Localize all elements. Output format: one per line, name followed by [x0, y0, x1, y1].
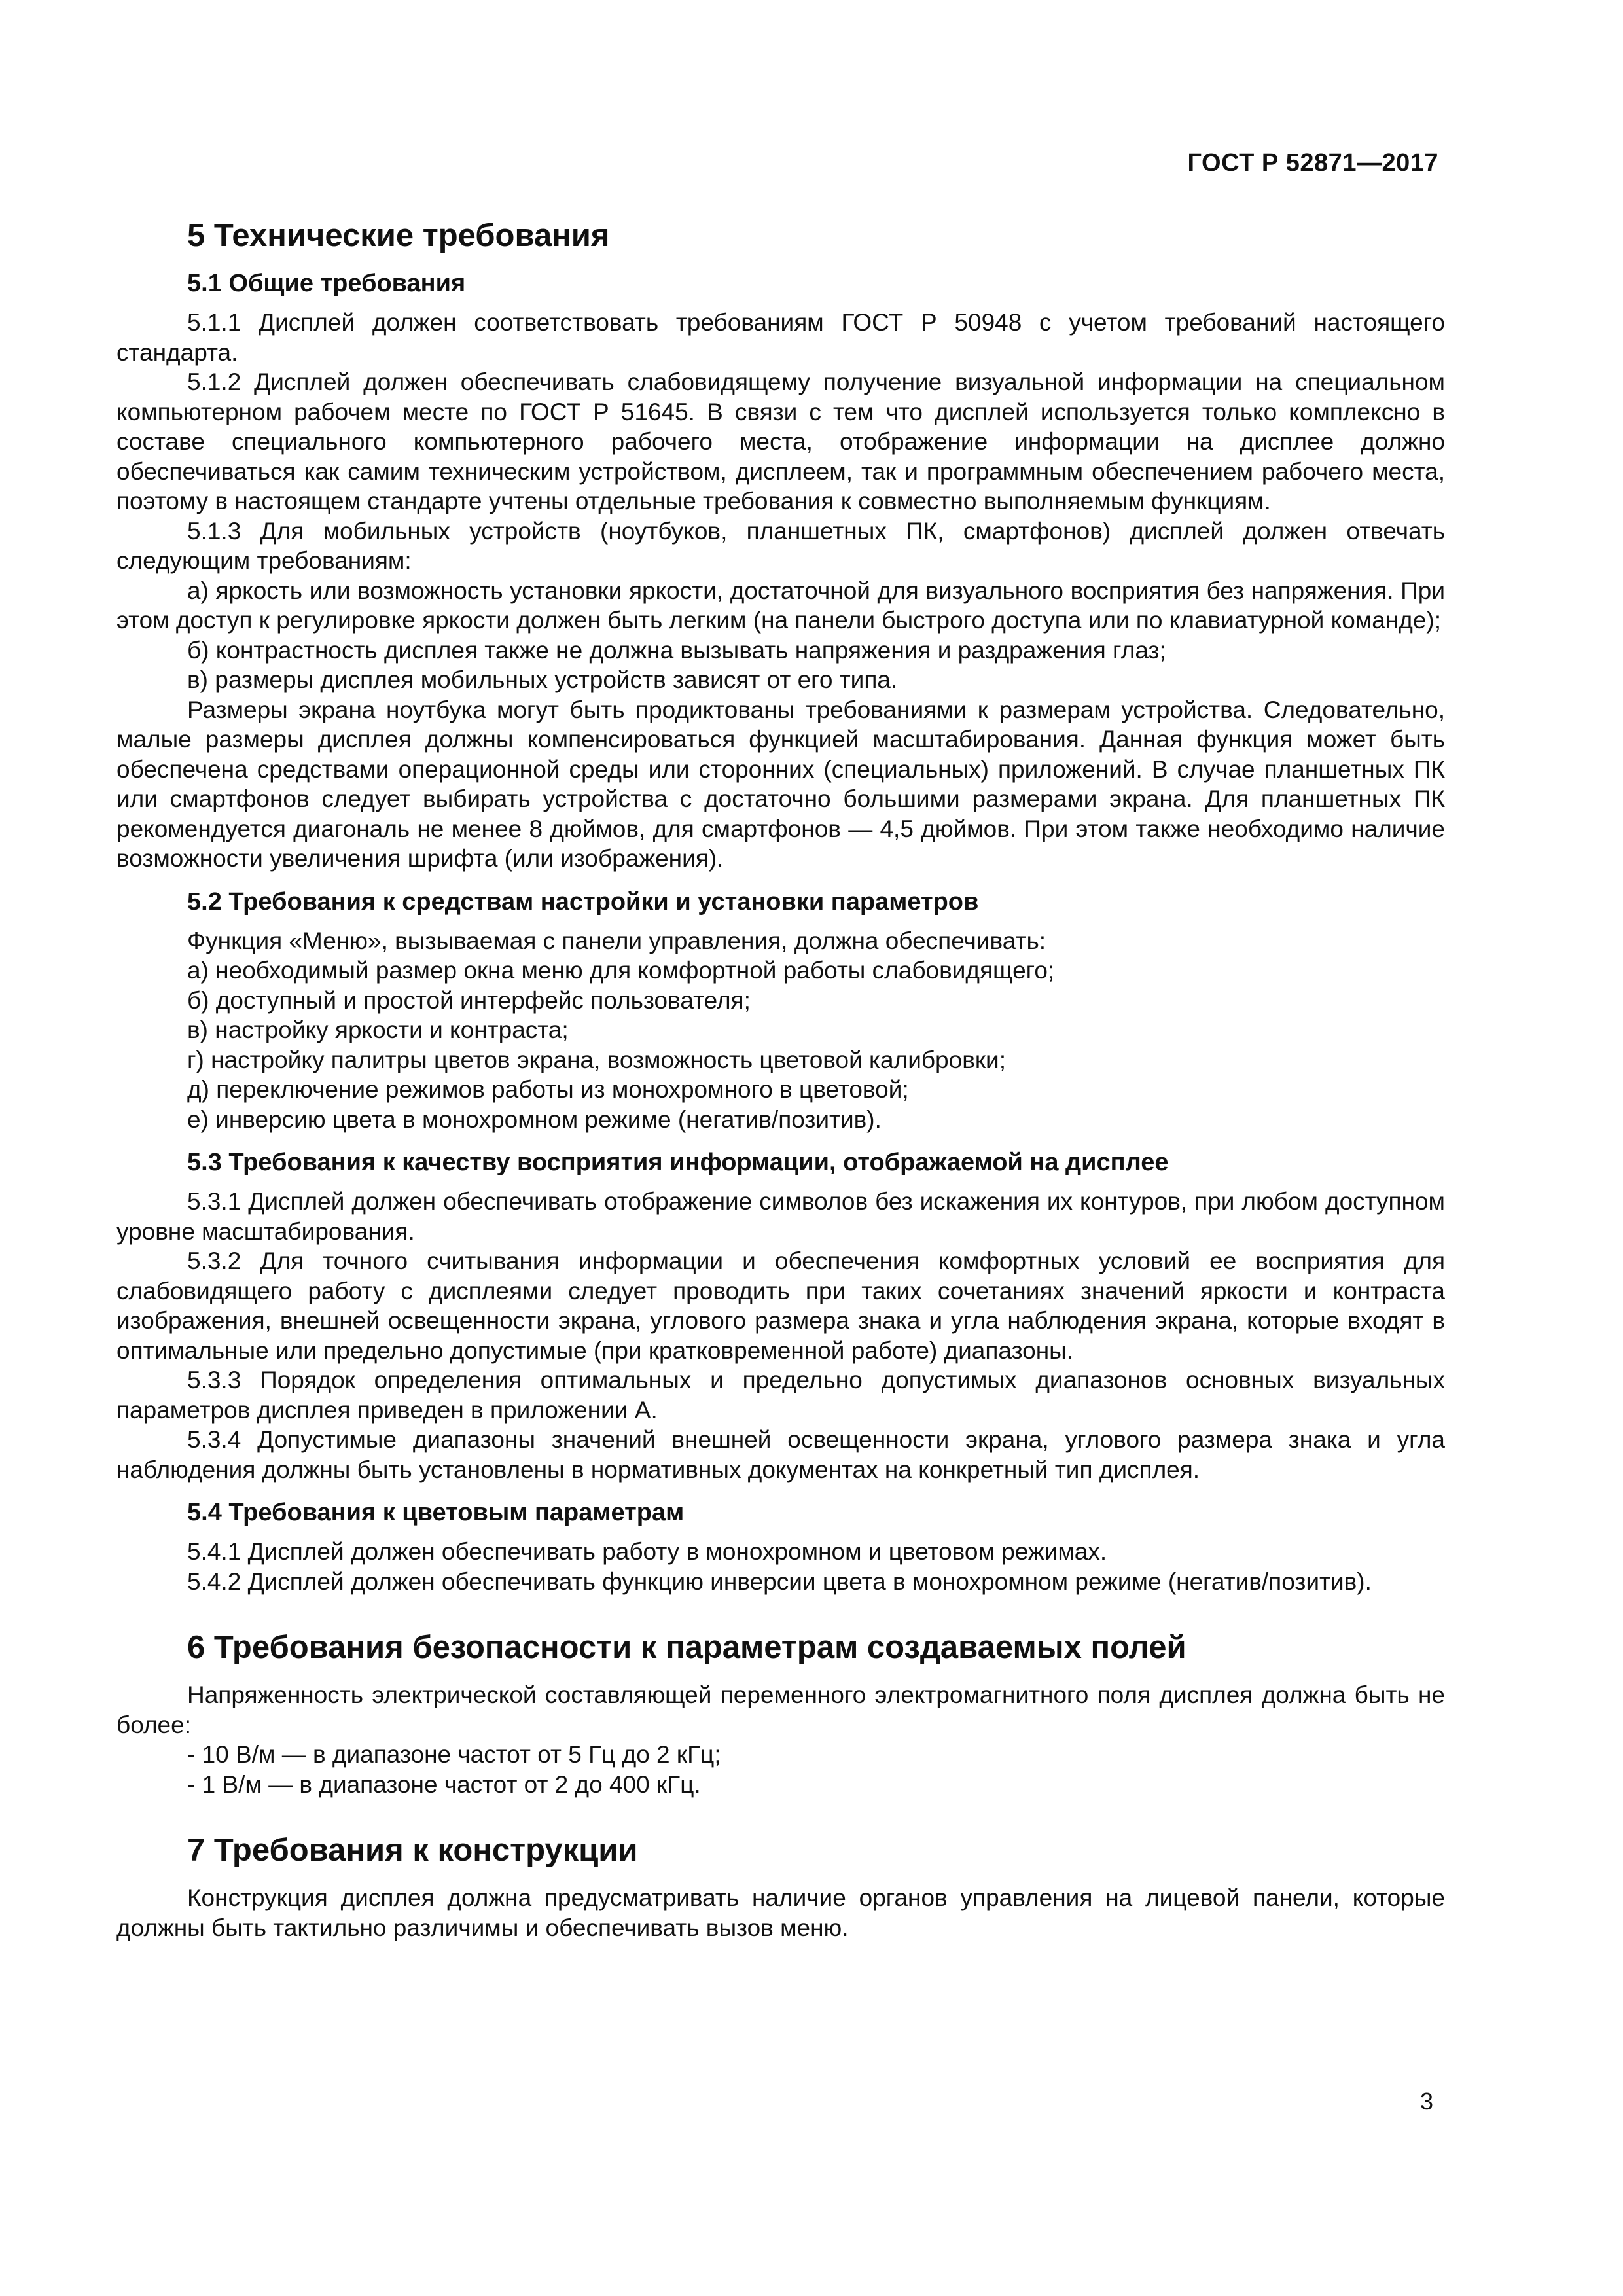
- list-item: - 1 В/м — в диапазоне частот от 2 до 400 кГц.: [187, 1770, 701, 1798]
- subsection-5-4-title: 5.4 Требования к цветовым параметрам: [187, 1499, 685, 1526]
- paragraph-5-3-1: 5.3.1 Дисплей должен обеспечивать отображение символов без искажения их контуров, при любом доступном уровне масштабирования.: [116, 1188, 1445, 1245]
- subsection-5-1-title: 5.1 Общие требования: [187, 270, 466, 297]
- paragraph-5-4-1: 5.4.1 Дисплей должен обеспечивать работу в монохромном и цветовом режимах.: [187, 1538, 1107, 1565]
- paragraph-5-3-3: 5.3.3 Порядок определения оптимальных и предельно допустимых диапазонов основных визуальных параметров дисплея приведен в приложении А.: [116, 1367, 1445, 1424]
- paragraph-construction: Конструкция дисплея должна предусматривать наличие органов управления на лицевой панели, которые должны быть тактильно различимы и обеспечивать вызов меню.: [116, 1884, 1445, 1941]
- document-body: [116, 216, 1445, 1943]
- document-code: ГОСТ Р 52871—2017: [1187, 149, 1438, 177]
- paragraph-5-3-4: 5.3.4 Допустимые диапазоны значений внешней освещенности экрана, углового размера знака и угла наблюдения должны быть установлены в нормативных документах на конкретный тип дисплея.: [116, 1426, 1445, 1483]
- subsection-5-3-title: 5.3 Требования к качеству восприятия информации, отображаемой на дисплее: [187, 1149, 1169, 1176]
- paragraph-5-4-2: 5.4.2 Дисплей должен обеспечивать функцию инверсии цвета в монохромном режиме (негатив/позитив).: [187, 1568, 1372, 1595]
- list-item-b: б) контрастность дисплея также не должна вызывать напряжения и раздражения глаз;: [187, 636, 1166, 664]
- list-item: а) необходимый размер окна меню для комфортной работы слабовидящего;: [187, 957, 1055, 984]
- subsection-5-2-title: 5.2 Требования к средствам настройки и установки параметров: [187, 888, 979, 916]
- section-5-title: 5 Технические требования: [187, 218, 610, 253]
- list-item-a: а) яркость или возможность установки яркости, достаточной для визуального восприятия без напряжения. При этом доступ к регулировке яркости должен быть легким (на панели быстрого доступа или по клавиатурной команде);: [116, 577, 1445, 634]
- paragraph-screen-sizes: Размеры экрана ноутбука могут быть продиктованы требованиями к размерам устройства. Следовательно, малые размеры дисплея должны компенсироваться функцией масштабирования. Данная функция может быть обеспечена средствами операционной среды или сторонних (специальных) приложений. В случае планшетных ПК или смартфонов следует выбирать устройства с достаточно большими размерами экрана. Для планшетных ПК рекомендуется диагональ не менее 8 дюймов, для смартфонов — 4,5 дюймов. При этом также необходимо наличие возможности увеличения шрифта (или изображения).: [116, 696, 1445, 872]
- paragraph-menu-intro: Функция «Меню», вызываемая с панели управления, должна обеспечивать:: [187, 927, 1046, 954]
- list-item-v: в) размеры дисплея мобильных устройств зависят от его типа.: [187, 666, 898, 693]
- paragraph-5-3-2: 5.3.2 Для точного считывания информации и обеспечения комфортных условий ее восприятия для слабовидящего работу с дисплеями следует проводить при таких сочетаниях значений яркости и контраста изображения, внешней освещенности экрана, углового размера знака и угла наблюдения экрана, которые входят в оптимальные или предельно допустимые (при кратковременной работе) диапазоны.: [116, 1247, 1445, 1364]
- list-item: б) доступный и простой интерфейс пользователя;: [187, 986, 751, 1014]
- paragraph-field-strength: Напряженность электрической составляющей переменного электромагнитного поля дисплея должна быть не более:: [116, 1681, 1445, 1738]
- section-7-title: 7 Требования к конструкции: [187, 1833, 638, 1868]
- list-item: в) настройку яркости и контраста;: [187, 1016, 569, 1043]
- list-item: д) переключение режимов работы из монохромного в цветовой;: [187, 1076, 909, 1103]
- list-item: е) инверсию цвета в монохромном режиме (негатив/позитив).: [187, 1105, 882, 1133]
- paragraph-5-1-2: 5.1.2 Дисплей должен обеспечивать слабовидящему получение визуальной информации на специальном компьютерном рабочем месте по ГОСТ Р 51645. В связи с тем что дисплей используется только комплексно в составе специального компьютерного рабочего места, отображение информации на дисплее должно обеспечиваться как самим техническим устройством, дисплеем, так и программным обеспечением рабочего места, поэтому в настоящем стандарте учтены отдельные требования к совместно выполняемым функциям.: [116, 368, 1445, 514]
- paragraph-5-1-1: 5.1.1 Дисплей должен соответствовать требованиям ГОСТ Р 50948 с учетом требований настоящего стандарта.: [116, 309, 1445, 366]
- list-item: - 10 В/м — в диапазоне частот от 5 Гц до 2 кГц;: [187, 1741, 721, 1768]
- paragraph-5-1-3: 5.1.3 Для мобильных устройств (ноутбуков, планшетных ПК, смартфонов) дисплей должен отвечать следующим требованиям:: [116, 517, 1445, 574]
- page-number: 3: [1419, 2088, 1433, 2115]
- section-6-title: 6 Требования безопасности к параметрам создаваемых полей: [187, 1630, 1186, 1665]
- list-item: г) настройку палитры цветов экрана, возможность цветовой калибровки;: [187, 1046, 1007, 1073]
